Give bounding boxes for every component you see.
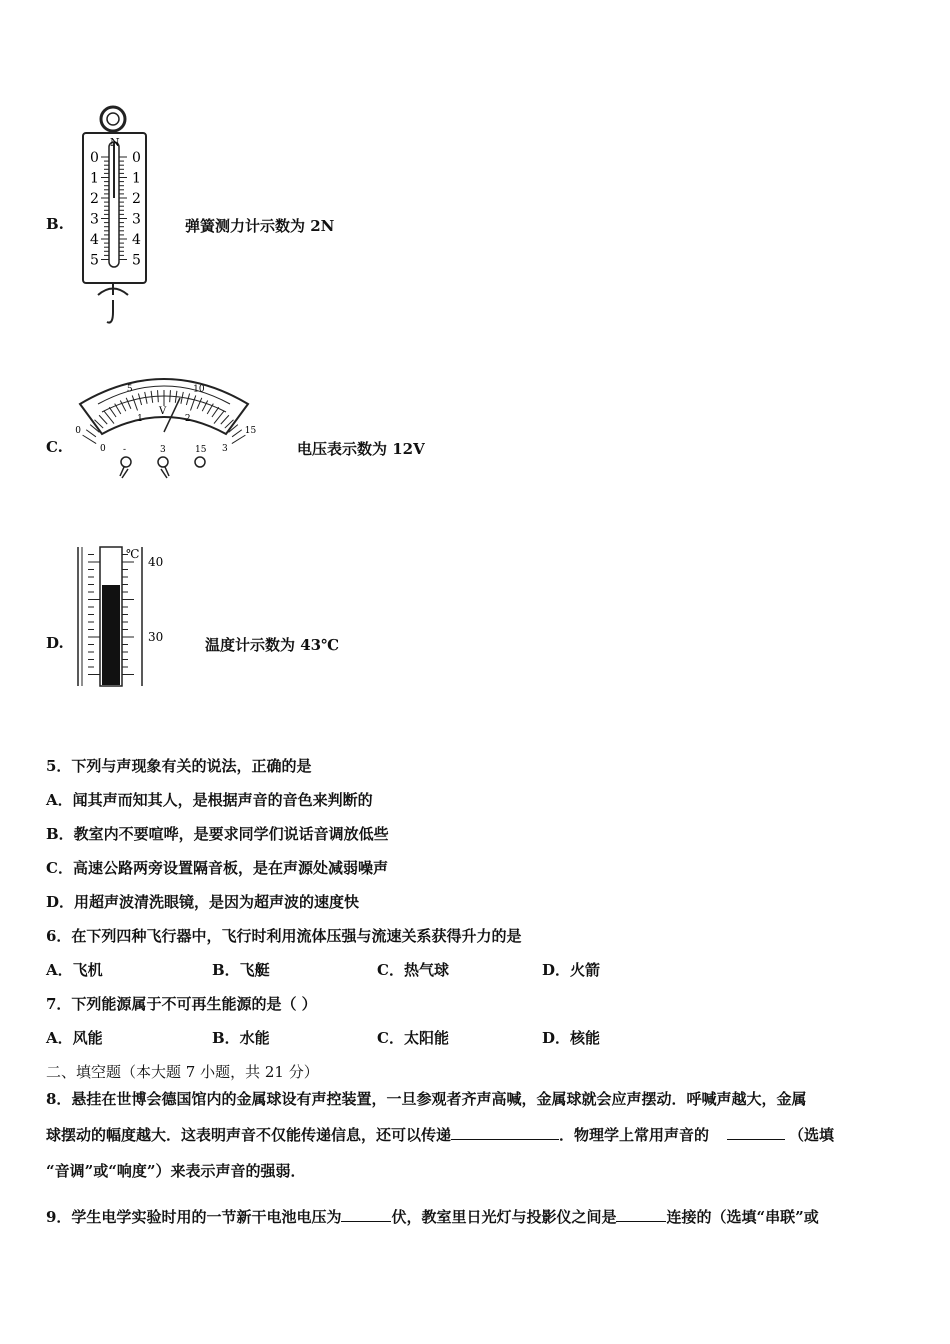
spring-scale-left-label: 2 (90, 191, 99, 207)
thermometer-figure (74, 545, 174, 690)
section-2-title: 二、填空题（本大题 7 小题，共 21 分） (46, 1063, 319, 1081)
spring-scale-right-label: 5 (132, 252, 141, 269)
option-c-label: C. (46, 438, 63, 456)
option-c-text: 电压表示数为 12V (297, 440, 425, 458)
q9-line-1 (46, 1206, 819, 1227)
thermometer-unit: ℃ (126, 547, 140, 561)
spring-scale-left-label: 5 (90, 252, 99, 269)
spring-scale-right-label: 3 (132, 211, 141, 228)
q6-option-a: A．飞机 (46, 961, 103, 979)
q8-line-1: 8．悬挂在世博会德国馆内的金属球设有声控装置，一旦参观者齐声高喊，金属球就会应声摆动．呼喊声越大，金属 (46, 1090, 807, 1108)
q7-option-b: B．水能 (212, 1029, 270, 1047)
voltmeter-tick (109, 407, 116, 417)
q8-line-3: “音调”或“响度”）来表示声音的强弱． (46, 1162, 306, 1180)
voltmeter-tick (212, 407, 219, 417)
q6-option-d: D．火箭 (542, 961, 601, 979)
voltmeter-tick (221, 415, 229, 424)
voltmeter-tick (126, 398, 131, 409)
q6-option-c: C．热气球 (377, 961, 449, 979)
spring-scale-left-label: 3 (90, 211, 99, 228)
voltmeter-tick (99, 415, 107, 424)
svg-text:N: N (110, 136, 120, 149)
voltmeter-terminal-label: 15 (195, 445, 207, 455)
mercury-column (102, 585, 120, 685)
spring-scale-left-label: 4 (90, 232, 99, 248)
voltmeter-figure (75, 368, 257, 480)
voltmeter-tick (170, 390, 171, 402)
option-d-label: D. (46, 634, 64, 652)
q5-stem: 5．下列与声现象有关的说法，正确的是 (46, 757, 312, 775)
3v-terminal (158, 457, 168, 467)
voltmeter-unit: V (159, 406, 167, 417)
voltmeter-lower-label: 0 (99, 443, 106, 454)
spring-scale-right-label: 0 (132, 150, 141, 166)
voltmeter-lower-label: 1 (137, 414, 143, 425)
spring-scale-right-label: 2 (132, 191, 141, 207)
spring-scale-left-label: 1 (90, 170, 99, 187)
q9-line-1-part-3: 连接的（选填“串联”或 (666, 1208, 819, 1226)
voltmeter-tick (132, 395, 137, 410)
voltmeter-tick (186, 393, 189, 405)
voltmeter-lower-label: 2 (184, 414, 191, 425)
q5-option-c: C．高速公路两旁设置隔音板，是在声源处减弱噪声 (46, 859, 388, 877)
voltmeter-tick (232, 430, 242, 437)
voltmeter-tick (197, 398, 202, 409)
spring-scale-right-label: 1 (132, 170, 141, 187)
q7-option-d: D．核能 (542, 1029, 601, 1047)
voltmeter-upper-label: 15 (244, 426, 257, 437)
voltmeter-upper-label: 5 (126, 384, 133, 395)
q9-line-1-part-2: 伏，教室里日光灯与投影仪之间是 (391, 1208, 617, 1226)
q9-line-1-part-1: 9．学生电学实验时用的一节新干电池电压为 (46, 1208, 342, 1226)
q8-line-2 (46, 1124, 834, 1145)
negative-terminal (121, 457, 131, 467)
q5-option-a: A．闻其声而知其人，是根据声音的音色来判断的 (46, 791, 373, 809)
q9-blank-1[interactable] (341, 1207, 391, 1222)
q8-line-2-part-3: （选填 (789, 1126, 835, 1144)
voltmeter-tick (232, 435, 246, 443)
15v-terminal (195, 457, 205, 467)
q5-option-b: B．教室内不要喧哗，是要求同学们说话音调放低些 (46, 825, 389, 843)
voltmeter-tick (83, 435, 97, 443)
voltmeter-terminal-label: - (123, 445, 127, 455)
voltmeter-tick (138, 393, 141, 405)
q6-stem: 6．在下列四种飞行器中，飞行时利用流体压强与流速关系获得升力的是 (46, 927, 522, 945)
q5-option-d: D．用超声波清洗眼镜，是因为超声波的速度快 (46, 893, 360, 911)
option-b-text: 弹簧测力计示数为 2N (185, 217, 335, 235)
q7-stem: 7．下列能源属于不可再生能源的是（ ） (46, 995, 317, 1013)
spring-scale-figure (76, 100, 158, 335)
option-b-label: B. (46, 215, 64, 233)
thermometer-label: 30 (148, 630, 164, 644)
q8-line-2-part-2: ．物理学上常用声音的 (559, 1126, 710, 1144)
q7-option-a: A．风能 (46, 1029, 103, 1047)
q9-blank-2[interactable] (616, 1207, 666, 1222)
q8-blank-2[interactable] (727, 1125, 785, 1140)
voltmeter-terminal-label: 3 (160, 445, 166, 455)
voltmeter-tick (158, 390, 159, 402)
voltmeter-tick (86, 430, 96, 437)
spring-scale-left-label: 0 (90, 150, 99, 166)
q8-blank-1[interactable] (451, 1125, 559, 1140)
q6-option-b: B．飞艇 (212, 961, 270, 979)
thermometer-label: 40 (148, 555, 164, 569)
voltmeter-tick (190, 395, 195, 410)
q8-line-2-part-1: 球摆动的幅度越大．这表明声音不仅能传递信息，还可以传递 (46, 1126, 452, 1144)
option-d-text: 温度计示数为 43℃ (205, 636, 340, 654)
voltmeter-upper-label: 10 (193, 384, 205, 395)
spring-scale-right-label: 4 (132, 232, 141, 248)
q7-option-c: C．太阳能 (377, 1029, 449, 1047)
voltmeter-upper-label: 0 (75, 426, 81, 437)
voltmeter-lower-label: 3 (222, 443, 228, 454)
